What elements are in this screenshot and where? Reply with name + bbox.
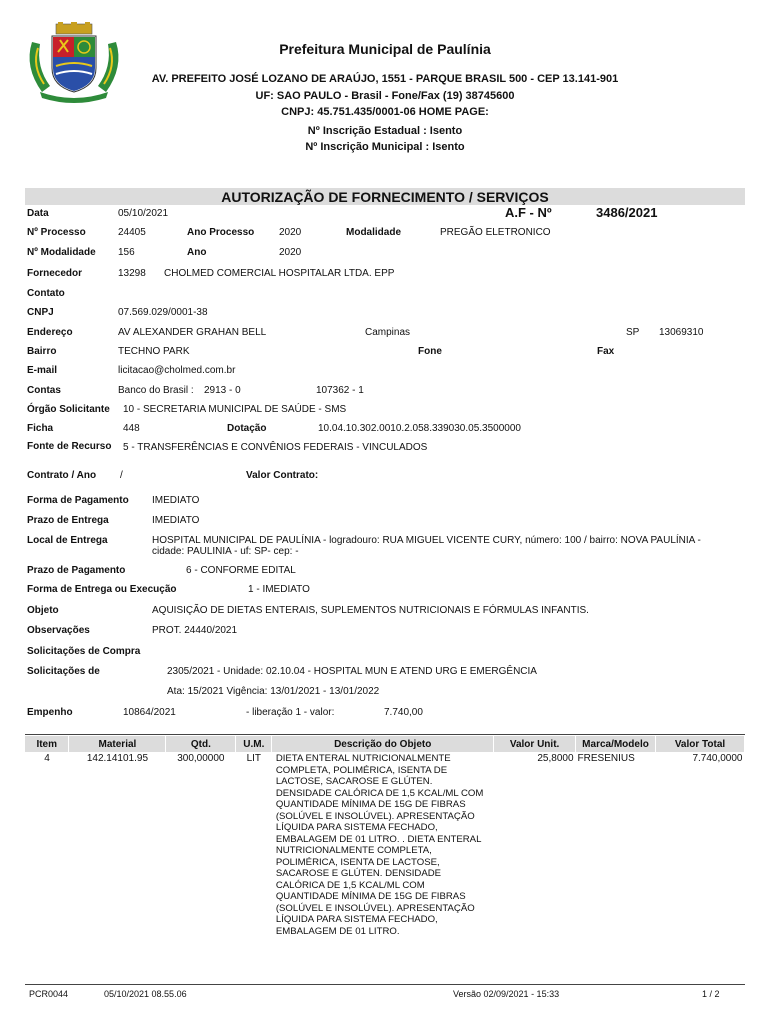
bairro-value: TECHNO PARK [118,346,190,357]
cell-marca: FRESENIUS [577,753,635,764]
solicitacoes-de-value: 2305/2021 - Unidade: 02.10.04 - HOSPITAL MUN E ATEND URG E EMERGÊNCIA [167,666,537,677]
prazo-pagamento-value: 6 - CONFORME EDITAL [186,565,296,576]
af-number: 3486/2021 [596,205,658,220]
org-title: Prefeitura Municipal de Paulínia [279,41,491,57]
processo-value: 24405 [118,227,146,238]
empenho-value: 10864/2021 [123,707,176,718]
items-table [25,736,745,938]
n-modalidade-label: Nº Modalidade [27,247,96,258]
fonte-label: Fonte de Recurso [27,441,112,452]
banco-value: Banco do Brasil : [118,385,194,396]
contato-label: Contato [27,288,65,299]
cnpj-label: CNPJ [27,307,54,318]
agencia-value: 2913 - 0 [204,385,241,396]
af-label: A.F - Nº [505,205,552,220]
table-top-rule [25,734,745,735]
contas-label: Contas [27,385,61,396]
fornecedor-name: CHOLMED COMERCIAL HOSPITALAR LTDA. EPP [164,268,395,279]
contrato-value: / [120,470,123,481]
orgao-value: 10 - SECRETARIA MUNICIPAL DE SAÚDE - SMS [123,404,347,415]
cell-um: LIT [246,753,262,764]
document-title: AUTORIZAÇÃO DE FORNECIMENTO / SERVIÇOS [221,189,549,205]
fornecedor-label: Fornecedor [27,268,83,279]
org-state-phone: UF: SAO PAULO - Brasil - Fone/Fax (19) 38745600 [255,90,515,102]
liberacao-amount: 7.740,00 [384,707,423,718]
fonte-value: 5 - TRANSFERÊNCIAS E CONVÊNIOS FEDERAIS - VINCULADOS [123,442,428,453]
conta-value: 107362 - 1 [316,385,364,396]
objeto-value: AQUISIÇÃO DE DIETAS ENTERAIS, SUPLEMENTOS NUTRICIONAIS E FÓRMULAS INFANTIS. [152,605,589,616]
cell-material: 142.14101.95 [86,753,148,764]
forma-execucao-value: 1 - IMEDIATO [248,584,310,595]
liberacao-value: - liberação 1 - valor: [246,707,335,718]
forma-pagamento-value: IMEDIATO [152,495,200,506]
cidade-value: Campinas [365,327,411,338]
cell-valor-total: 7.740,0000 [692,753,743,764]
col-header-um: U.M. [236,736,272,752]
processo-label: Nº Processo [27,227,86,238]
ano-value: 2020 [279,247,302,258]
observacoes-label: Observações [27,625,90,636]
footer-rule [25,984,745,985]
cnpj-value: 07.569.029/0001-38 [118,307,208,318]
footer-timestamp: 05/10/2021 08.55.06 [104,989,187,999]
org-inscricao-municipal: Nº Inscrição Municipal : Isento [305,141,465,153]
local-entrega-label: Local de Entrega [27,535,108,546]
prazo-entrega-value: IMEDIATO [152,515,200,526]
cell-valor-unit: 25,8000 [537,753,574,764]
col-header-item: Item [25,736,69,752]
col-header-valor-unit: Valor Unit. [494,736,576,752]
fone-label: Fone [418,346,442,357]
ano-processo-value: 2020 [279,227,302,238]
ano-label: Ano [187,247,207,258]
modalidade-label: Modalidade [346,227,402,238]
forma-pagamento-label: Forma de Pagamento [27,495,129,506]
table-header-row [25,736,745,752]
forma-execucao-label: Forma de Entrega ou Execução [27,584,177,595]
modalidade-value: PREGÃO ELETRONICO [440,227,551,238]
cell-descricao: DIETA ENTERAL NUTRICIONALMENTE COMPLETA, POLIMÉRICA, ISENTA DE LACTOSE, SACAROSE E GLÚTEN. DENSIDADE CALÓRICA DE 1,5 KCAL/ML COM QUANTIDADE MÍNIMA DE 15G DE FIBRAS (SOLÚVEL E INSOLÚVEL). APRESENTAÇÃO LÍQUIDA PARA SISTEMA FECHADO, EMBALAGEM DE 01 LITRO. . DIETA ENTERAL NUTRICIONALMENTE COMPLETA, POLIMÉRICA, ISENTA DE LACTOSE, SACAROSE E GLÚTEN. DENSIDADE CALÓRICA DE 1,5 KCAL/ML COM QUANTIDADE MÍNIMA DE 15G DE FIBRAS (SOLÚVEL E INSOLÚVEL). APRESENTAÇÃO LÍQUIDA PARA SISTEMA FECHADO, EMBALAGEM DE 01 LITRO. [275,753,484,937]
ficha-label: Ficha [27,423,54,434]
uf-value: SP [626,327,640,338]
ata-value: Ata: 15/2021 Vigência: 13/01/2021 - 13/01/2022 [167,686,380,697]
prazo-pagamento-label: Prazo de Pagamento [27,565,126,576]
data-label: Data [27,208,49,219]
cell-item: 4 [44,753,50,764]
n-modalidade-value: 156 [118,247,135,258]
endereco-value: AV ALEXANDER GRAHAN BELL [118,327,267,338]
observacoes-value: PROT. 24440/2021 [152,625,238,636]
dotacao-value: 10.04.10.302.0010.2.058.339030.05.3500000 [318,423,521,434]
table-row [25,752,745,938]
org-cnpj: CNPJ: 45.751.435/0001-06 HOME PAGE: [281,106,489,118]
footer-version: Versão 02/09/2021 - 15:33 [453,989,560,999]
col-header-material: Material [69,736,166,752]
local-entrega-line2: cidade: PAULINIA - uf: SP- cep: - [152,546,299,557]
footer-code: PCR0044 [29,989,69,999]
col-header-marca: Marca/Modelo [576,736,656,752]
cell-qtd: 300,00000 [177,753,225,764]
bairro-label: Bairro [27,346,57,357]
prazo-entrega-label: Prazo de Entrega [27,515,109,526]
objeto-label: Objeto [27,605,59,616]
dotacao-label: Dotação [227,423,267,434]
email-label: E-mail [27,365,58,376]
org-address: AV. PREFEITO JOSÉ LOZANO DE ARAÚJO, 1551 - PARQUE BRASIL 500 - CEP 13.141-901 [151,73,619,85]
valor-contrato-label: Valor Contrato: [246,470,319,481]
endereco-label: Endereço [27,327,73,338]
col-header-valor-total: Valor Total [656,736,745,752]
email-value: licitacao@cholmed.com.br [118,365,236,376]
contrato-label: Contrato / Ano [27,470,97,481]
ficha-value: 448 [123,423,140,434]
solicitacoes-de-label: Solicitações de [27,666,100,677]
empenho-label: Empenho [27,707,73,718]
data-value: 05/10/2021 [118,208,169,219]
local-entrega-line1: HOSPITAL MUNICIPAL DE PAULÍNIA - logradouro: RUA MIGUEL VICENTE CURY, número: 100 / bairro: NOVA PAULÍNIA - [152,535,701,546]
footer-page: 1 / 2 [702,989,720,999]
solicitacoes-compra-label: Solicitações de Compra [27,646,141,657]
col-header-descricao: Descrição do Objeto [272,736,494,752]
cep-value: 13069310 [659,327,704,338]
org-inscricao-estadual: Nº Inscrição Estadual : Isento [307,125,463,137]
col-header-qtd: Qtd. [166,736,236,752]
orgao-label: Órgão Solicitante [27,404,110,415]
fax-label: Fax [597,346,615,357]
fornecedor-code: 13298 [118,268,146,279]
ano-processo-label: Ano Processo [187,227,255,238]
